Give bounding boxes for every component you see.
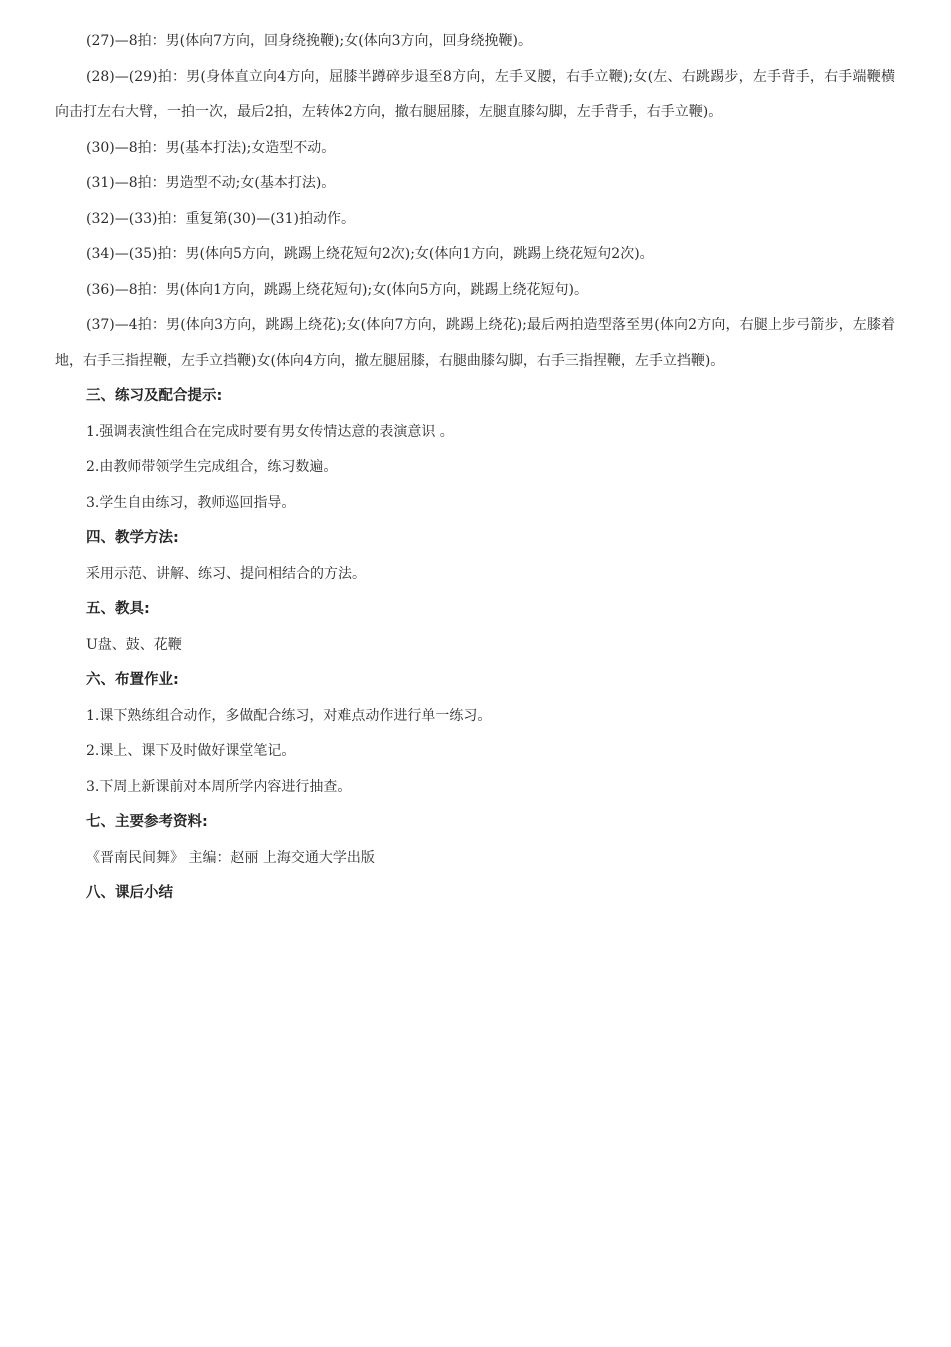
practice-item-2: 2.由教师带领学生完成组合，练习数遍。 — [86, 459, 338, 475]
homework-item-3: 3.下周上新课前对本周所学内容进行抽查。 — [86, 778, 352, 795]
method-text: 采用示范、讲解、练习、提问相结合的方法。 — [86, 565, 366, 582]
step-30: (30)—8拍：男(基本打法);女造型不动。 — [86, 139, 336, 156]
references-text: 《晋南民间舞》 主编：赵丽 上海交通大学出版 — [86, 849, 375, 866]
step-36: (36)—8拍：男(体向1方向，跳踢上绕花短句);女(体向5方向，跳踢上绕花短句)。 — [86, 281, 589, 298]
section-tools-heading: 五、教具: — [86, 601, 150, 617]
step-37: (37)—4拍：男(体向3方向，跳踢上绕花);女(体向7方向，跳踢上绕花);最后两拍造型落至男(体向2方向，右腿上步弓箭步，左膝着地，右手三指捏鞭，左手立挡鞭)女(体向4方向，撤左腿屈膝，右腿曲膝勾脚，右手三指捏鞭，左手立挡鞭)。 — [55, 317, 895, 369]
section-practice-heading: 三、练习及配合提示: — [86, 388, 223, 404]
section-summary-heading: 八、课后小结 — [86, 885, 173, 901]
section-homework-heading: 六、布置作业: — [86, 672, 179, 688]
step-28-29: (28)—(29)拍：男(身体直立向4方向，屈膝半蹲碎步退至8方向，左手叉腰，右手立鞭);女(左、右跳踢步，左手背手，右手端鞭横向击打左右大臂，一拍一次，最后2拍，左转体2方向，撤右腿屈膝，左腿直膝勾脚，左手背手，右手立鞭)。 — [55, 68, 895, 120]
practice-item-1: 1.强调表演性组合在完成时要有男女传情达意的表演意识 。 — [86, 423, 454, 440]
homework-item-1: 1.课下熟练组合动作，多做配合练习，对难点动作进行单一练习。 — [86, 707, 492, 724]
step-27: (27)—8拍：男(体向7方向，回身绕挽鞭);女(体向3方向，回身绕挽鞭)。 — [86, 33, 533, 49]
document-body — [55, 24, 895, 912]
step-34-35: (34)—(35)拍：男(体向5方向，跳踢上绕花短句2次);女(体向1方向，跳踢上绕花短句2次)。 — [86, 246, 654, 262]
homework-item-2: 2.课上、课下及时做好课堂笔记。 — [86, 743, 296, 759]
step-31: (31)—8拍：男造型不动;女(基本打法)。 — [86, 175, 336, 191]
tools-text: U盘、鼓、花鞭 — [86, 636, 182, 653]
practice-item-3: 3.学生自由练习，教师巡回指导。 — [86, 494, 296, 511]
step-32-33: (32)—(33)拍：重复第(30)—(31)拍动作。 — [86, 210, 355, 227]
section-method-heading: 四、教学方法: — [86, 530, 179, 546]
section-references-heading: 七、主要参考资料: — [86, 814, 208, 830]
